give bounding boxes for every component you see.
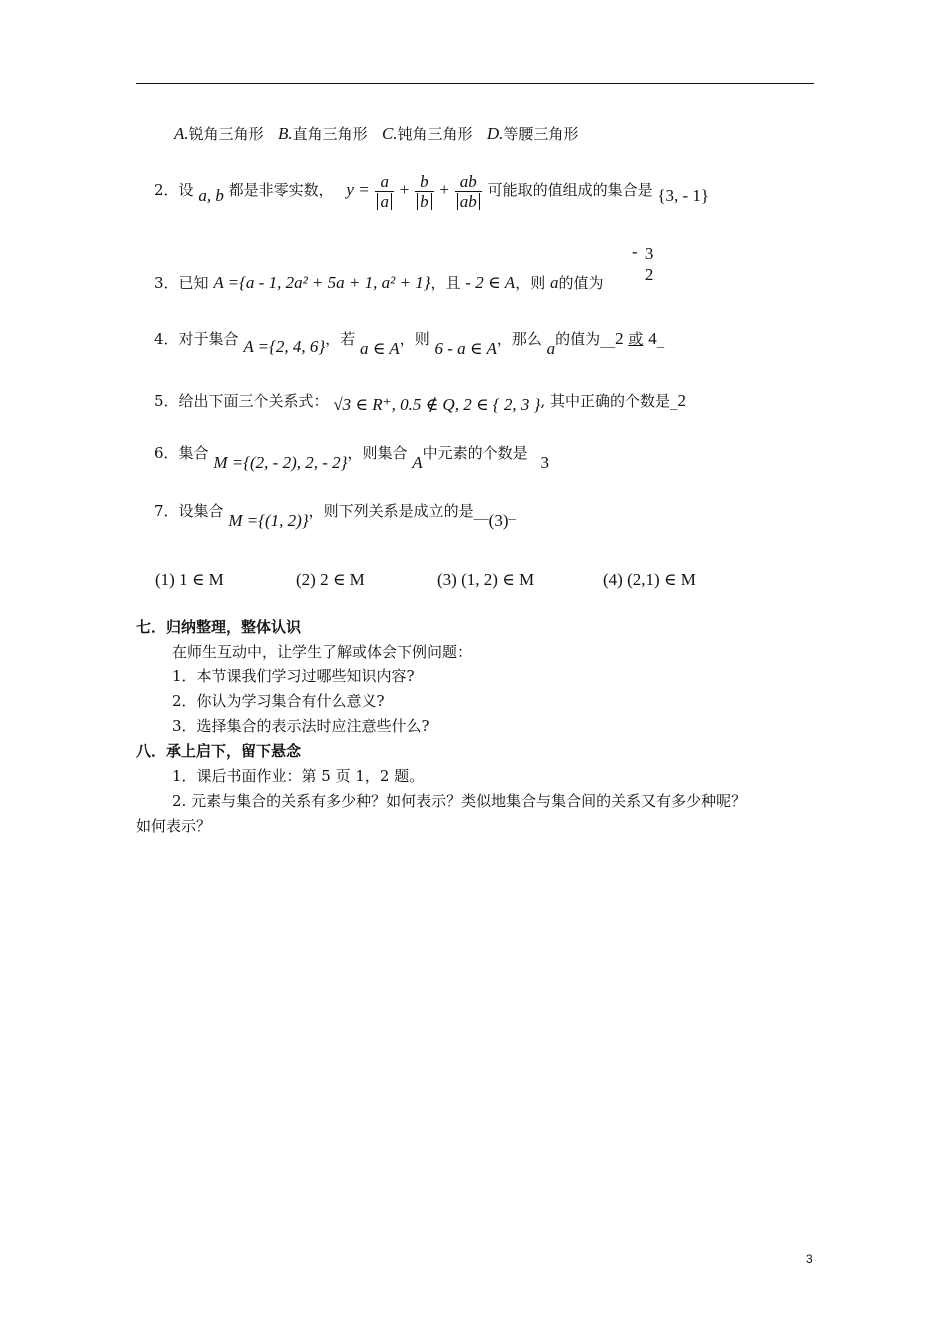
question-6 bbox=[154, 443, 549, 472]
q4-text4: 的值为 bbox=[555, 330, 601, 348]
question-5 bbox=[154, 391, 686, 414]
opt-a-letter: A. bbox=[174, 124, 189, 143]
q6-answer: 3 bbox=[540, 453, 549, 472]
opt-d-letter: D. bbox=[486, 124, 504, 143]
q5-answer: 2 bbox=[677, 391, 686, 410]
q3-text1: ，且 bbox=[430, 274, 461, 292]
section-7-intro: 在师生互动中，让学生了解或体会下例问题： bbox=[172, 643, 473, 661]
q2-text1: 都是非零实数， bbox=[228, 181, 334, 199]
q6-var: A bbox=[412, 453, 423, 472]
q2-answer: {3, - 1} bbox=[657, 186, 710, 205]
q2-plus1: + bbox=[399, 180, 410, 199]
q3-num: 3．已知 bbox=[154, 274, 209, 292]
q4-var: a bbox=[546, 339, 556, 358]
opt-d-text: 等腰三角形 bbox=[503, 125, 579, 143]
q2-y-eq: y = bbox=[346, 180, 370, 199]
q7-blank1: __ bbox=[473, 502, 489, 520]
question-4 bbox=[154, 329, 665, 358]
q4-text1: ，若 bbox=[325, 330, 356, 348]
q3-set: A ={a - 1, 2a² + 5a + 1, a² + 1} bbox=[213, 273, 431, 292]
q3-ans-frac bbox=[643, 244, 656, 284]
section-8-item-1: 1．课后书面作业：第 5 页 1，2 题。 bbox=[172, 767, 425, 785]
q2-frac-3 bbox=[455, 172, 482, 211]
q7-set: M ={(1, 2)} bbox=[228, 511, 309, 530]
question-3 bbox=[154, 273, 604, 293]
q3-ans-sign: - bbox=[632, 242, 638, 261]
opt-c-text: 钝角三角形 bbox=[397, 125, 473, 143]
q2-f3-num: ab bbox=[459, 171, 477, 191]
q2-vars: a, b bbox=[198, 186, 224, 205]
q2-frac-1 bbox=[375, 172, 394, 211]
q3-ans-den: 2 bbox=[644, 265, 654, 284]
section-7-item-2: 2．你认为学习集合有什么意义? bbox=[172, 692, 385, 710]
q5-num: 5．给出下面三个关系式： bbox=[154, 392, 329, 410]
q5-expr: √3 ∈ R⁺, 0.5 ∉ Q, 2 ∈ { 2, 3 } bbox=[333, 395, 541, 414]
question-7 bbox=[154, 501, 516, 530]
q7-opt-2: (2) 2 ∈ M bbox=[296, 570, 365, 589]
q4-or: 或 bbox=[628, 330, 644, 348]
q3-answer bbox=[632, 244, 656, 284]
q3-text3: 的值为 bbox=[558, 274, 604, 292]
opt-b-text: 直角三角形 bbox=[292, 125, 368, 143]
section-8-item-2-line2: 如何表示？ bbox=[136, 817, 212, 835]
q4-blank2: _ bbox=[656, 330, 665, 348]
q3-var: a bbox=[549, 273, 559, 292]
q4-blank1: __ bbox=[600, 330, 616, 348]
header-rule bbox=[136, 83, 814, 84]
q4-ans1: 2 bbox=[615, 329, 624, 348]
opt-b-letter: B. bbox=[277, 124, 293, 143]
question-2 bbox=[154, 171, 709, 211]
q2-f1-num: a bbox=[380, 171, 389, 191]
q7-blank2: _ bbox=[508, 502, 516, 520]
section-8-item-2-line1: 2. 元素与集合的关系有多少种？如何表示？类似地集合与集合间的关系又有多少种呢？ bbox=[172, 792, 747, 810]
q2-num: 2．设 bbox=[154, 181, 194, 199]
section-8-heading: 八．承上启下，留下悬念 bbox=[136, 742, 302, 760]
q6-text2: 中元素的个数是 bbox=[422, 444, 528, 462]
q6-text1: ，则集合 bbox=[347, 444, 408, 462]
q6-num: 6．集合 bbox=[154, 444, 209, 462]
section-7-heading: 七．归纳整理，整体认识 bbox=[136, 618, 302, 636]
q2-f1-den: a bbox=[377, 193, 392, 210]
q2-text2: 可能取的值组成的集合是 bbox=[487, 181, 653, 199]
q2-f3-den: ab bbox=[457, 193, 480, 210]
q4-cond2: 6 - a ∈ A bbox=[434, 339, 497, 358]
section-7-item-1: 1．本节课我们学习过哪些知识内容? bbox=[172, 667, 415, 685]
q4-set: A ={2, 4, 6} bbox=[243, 337, 326, 356]
q7-num: 7．设集合 bbox=[154, 502, 224, 520]
q5-text1: , 其中正确的个数是 bbox=[540, 392, 670, 410]
q2-plus2: + bbox=[439, 180, 449, 199]
q4-cond1: a ∈ A bbox=[360, 339, 400, 358]
q2-frac-2 bbox=[415, 172, 434, 211]
q4-ans2: 4 bbox=[648, 329, 657, 348]
q7-opt-1: (1) 1 ∈ M bbox=[155, 570, 224, 589]
q5-blank: _ bbox=[669, 392, 678, 410]
opt-c-letter: C. bbox=[381, 124, 398, 143]
q1-options bbox=[174, 124, 578, 144]
q3-cond: - 2 ∈ A bbox=[465, 273, 516, 292]
q7-answer: (3) bbox=[488, 511, 509, 530]
q6-set: M ={(2, - 2), 2, - 2} bbox=[213, 453, 348, 472]
q3-ans-num: 3 bbox=[644, 244, 654, 263]
opt-a-text: 锐角三角形 bbox=[188, 125, 264, 143]
q4-num: 4．对于集合 bbox=[154, 330, 239, 348]
q2-f2-den: b bbox=[417, 193, 432, 210]
q4-text3: ，那么 bbox=[496, 330, 542, 348]
q7-opt-3: (3) (1, 2) ∈ M bbox=[437, 570, 535, 589]
section-7-item-3: 3．选择集合的表示法时应注意些什么? bbox=[172, 717, 430, 735]
q2-f2-num: b bbox=[420, 171, 429, 191]
page-number: 3 bbox=[806, 1252, 813, 1266]
q3-text2: ，则 bbox=[515, 274, 546, 292]
q4-text2: ，则 bbox=[399, 330, 430, 348]
q7-text1: ，则下列关系是成立的是 bbox=[308, 502, 474, 520]
q7-opt-4: (4) (2,1) ∈ M bbox=[603, 570, 696, 589]
